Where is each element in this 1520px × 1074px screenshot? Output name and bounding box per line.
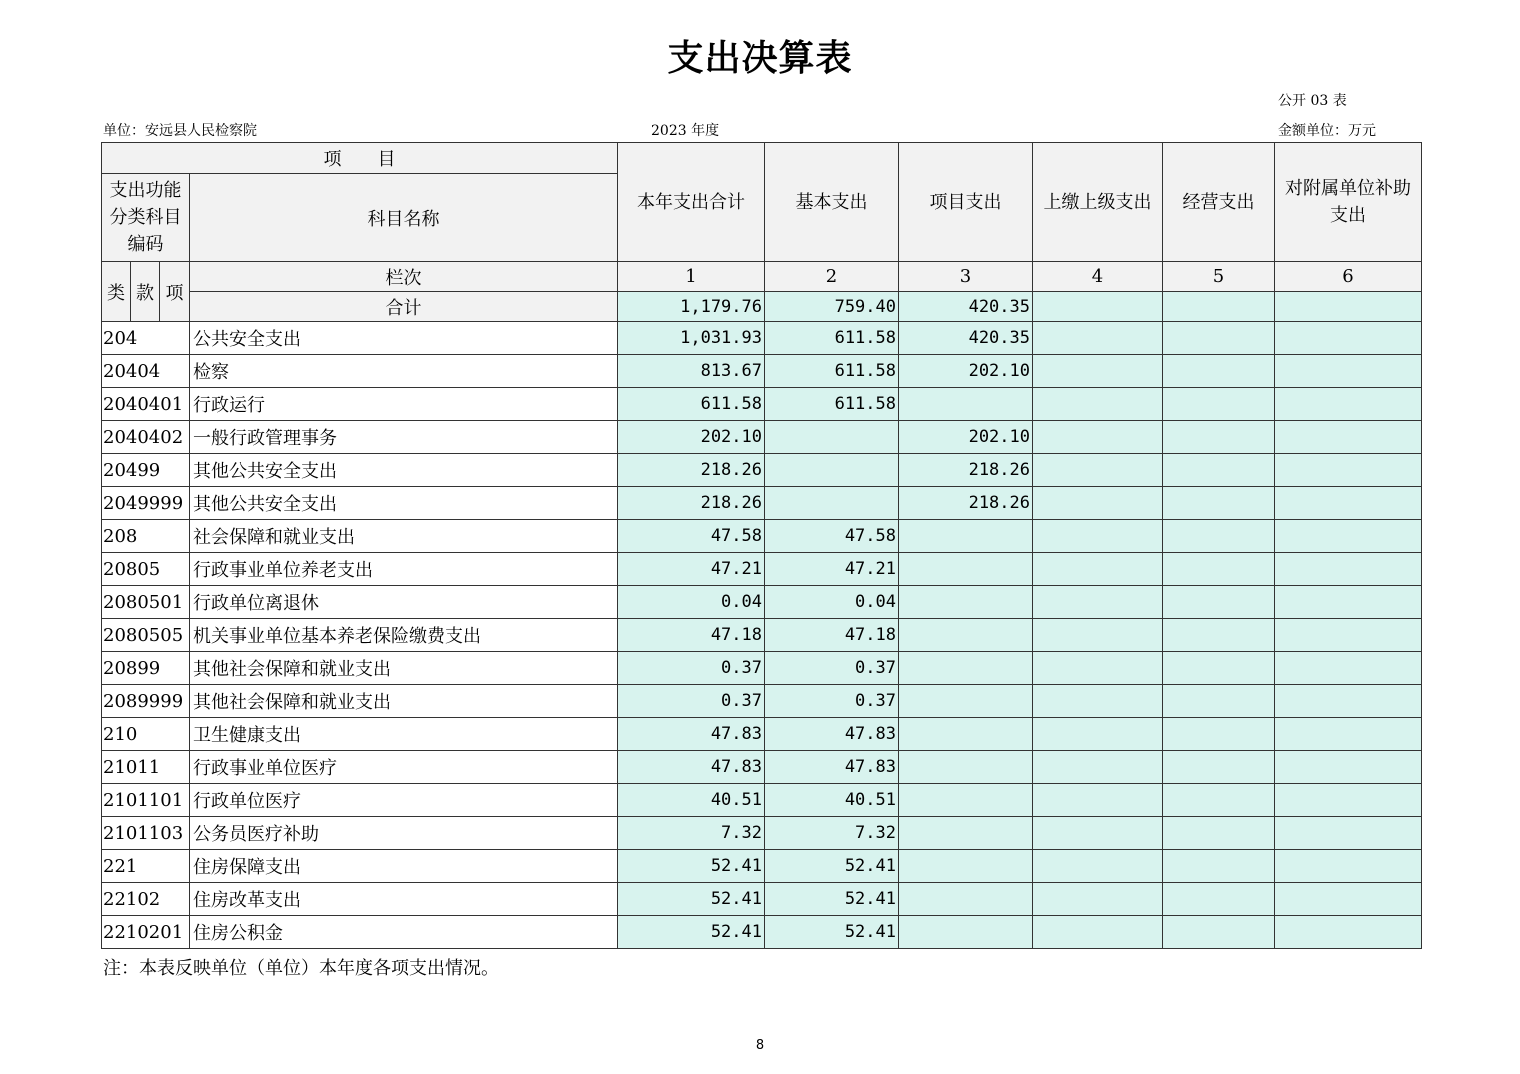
row-value	[765, 487, 899, 520]
row-value	[1033, 685, 1163, 718]
row-code: 22102	[102, 883, 190, 916]
row-code: 2089999	[102, 685, 190, 718]
row-value	[1275, 685, 1422, 718]
row-code: 2080501	[102, 586, 190, 619]
row-code: 20899	[102, 652, 190, 685]
row-value	[1163, 322, 1275, 355]
row-value: 218.26	[899, 487, 1033, 520]
col-number: 1	[618, 262, 765, 292]
row-value: 0.37	[618, 652, 765, 685]
table-row	[102, 454, 1422, 487]
row-value	[1163, 718, 1275, 751]
row-value	[1275, 454, 1422, 487]
table-row	[102, 685, 1422, 718]
row-value: 47.21	[618, 553, 765, 586]
footnote: 注：本表反映单位（单位）本年度各项支出情况。	[103, 958, 499, 979]
row-code: 20404	[102, 355, 190, 388]
row-name: 其他公共安全支出	[190, 487, 618, 520]
header-lanci: 栏次	[190, 262, 618, 292]
table-row	[102, 388, 1422, 421]
row-value	[1033, 520, 1163, 553]
row-value	[1163, 454, 1275, 487]
header-kuan: 款	[131, 262, 160, 322]
unit-name: 单位：安远县人民检察院	[103, 123, 257, 139]
row-code: 210	[102, 718, 190, 751]
row-value: 52.41	[618, 850, 765, 883]
row-value	[1033, 586, 1163, 619]
header-col-total: 本年支出合计	[618, 143, 765, 262]
expenditure-table	[101, 142, 1422, 949]
row-name: 机关事业单位基本养老保险缴费支出	[190, 619, 618, 652]
row-value: 52.41	[765, 883, 899, 916]
row-value	[899, 586, 1033, 619]
row-code: 2040402	[102, 421, 190, 454]
row-value: 47.83	[765, 751, 899, 784]
row-value: 218.26	[618, 454, 765, 487]
row-value: 218.26	[899, 454, 1033, 487]
header-col-subsidy: 对附属单位补助支出	[1275, 143, 1422, 262]
header-row-lanci	[102, 262, 1422, 292]
row-value: 40.51	[765, 784, 899, 817]
table-row	[102, 883, 1422, 916]
row-value: 1,031.93	[618, 322, 765, 355]
header-col-basic: 基本支出	[765, 143, 899, 262]
row-value	[899, 388, 1033, 421]
table-row	[102, 718, 1422, 751]
table-row	[102, 586, 1422, 619]
page-number: 8	[755, 1038, 765, 1053]
row-value	[1033, 916, 1163, 949]
row-code: 21011	[102, 751, 190, 784]
row-value	[1033, 751, 1163, 784]
header-item: 项 目	[102, 143, 618, 174]
row-value	[899, 883, 1033, 916]
row-value: 813.67	[618, 355, 765, 388]
row-name: 检察	[190, 355, 618, 388]
row-name: 住房公积金	[190, 916, 618, 949]
row-value: 202.10	[899, 355, 1033, 388]
row-name: 公务员医疗补助	[190, 817, 618, 850]
row-name: 行政事业单位医疗	[190, 751, 618, 784]
header-col-business: 经营支出	[1163, 143, 1275, 262]
row-value	[899, 619, 1033, 652]
row-value	[1163, 685, 1275, 718]
row-value	[1033, 487, 1163, 520]
table-row	[102, 355, 1422, 388]
row-value	[1033, 388, 1163, 421]
row-value	[1033, 718, 1163, 751]
row-value: 611.58	[618, 388, 765, 421]
row-value	[899, 685, 1033, 718]
row-value: 7.32	[618, 817, 765, 850]
row-value	[1163, 586, 1275, 619]
row-value	[1275, 520, 1422, 553]
row-value: 611.58	[765, 355, 899, 388]
table-row	[102, 652, 1422, 685]
table-row	[102, 520, 1422, 553]
row-value: 47.18	[618, 619, 765, 652]
row-name: 其他社会保障和就业支出	[190, 652, 618, 685]
total-value: 420.35	[899, 292, 1033, 322]
row-name: 社会保障和就业支出	[190, 520, 618, 553]
row-value	[899, 916, 1033, 949]
row-value	[1033, 883, 1163, 916]
row-code: 204	[102, 322, 190, 355]
row-value	[1033, 784, 1163, 817]
row-name: 一般行政管理事务	[190, 421, 618, 454]
col-number: 5	[1163, 262, 1275, 292]
row-value	[899, 751, 1033, 784]
row-value	[1275, 784, 1422, 817]
row-value	[1163, 421, 1275, 454]
row-value	[1275, 718, 1422, 751]
fiscal-year: 2023 年度	[651, 123, 720, 139]
row-value	[899, 652, 1033, 685]
row-value: 202.10	[618, 421, 765, 454]
row-value	[1033, 322, 1163, 355]
table-row	[102, 421, 1422, 454]
row-value	[1033, 817, 1163, 850]
row-value	[1163, 850, 1275, 883]
table-row	[102, 751, 1422, 784]
row-value	[1033, 553, 1163, 586]
header-name-label: 科目名称	[190, 174, 618, 262]
header-code-label: 支出功能分类科目编码	[102, 174, 190, 262]
row-value: 202.10	[899, 421, 1033, 454]
row-value	[899, 520, 1033, 553]
row-value	[1163, 388, 1275, 421]
table-row	[102, 850, 1422, 883]
row-value	[1275, 586, 1422, 619]
table-row	[102, 784, 1422, 817]
row-value	[1275, 751, 1422, 784]
table-row	[102, 916, 1422, 949]
row-value	[1275, 553, 1422, 586]
col-number: 4	[1033, 262, 1163, 292]
row-name: 住房保障支出	[190, 850, 618, 883]
row-value	[1033, 619, 1163, 652]
row-code: 2080505	[102, 619, 190, 652]
row-value: 52.41	[618, 883, 765, 916]
header-lei: 类	[102, 262, 131, 322]
table-row	[102, 817, 1422, 850]
table-row	[102, 322, 1422, 355]
row-value	[1163, 784, 1275, 817]
row-code: 2049999	[102, 487, 190, 520]
total-value: 759.40	[765, 292, 899, 322]
row-name: 其他社会保障和就业支出	[190, 685, 618, 718]
row-value	[1275, 916, 1422, 949]
table-row	[102, 553, 1422, 586]
row-name: 行政事业单位养老支出	[190, 553, 618, 586]
row-value	[1163, 487, 1275, 520]
row-value: 52.41	[765, 850, 899, 883]
row-code: 20499	[102, 454, 190, 487]
row-value	[1275, 388, 1422, 421]
row-code: 2040401	[102, 388, 190, 421]
row-value: 40.51	[618, 784, 765, 817]
row-value	[1033, 421, 1163, 454]
row-value	[1163, 355, 1275, 388]
row-value	[899, 850, 1033, 883]
row-value: 0.37	[765, 685, 899, 718]
table-row	[102, 619, 1422, 652]
col-number: 6	[1275, 262, 1422, 292]
row-value	[1163, 883, 1275, 916]
header-xiang: 项	[160, 262, 190, 322]
total-value: 1,179.76	[618, 292, 765, 322]
row-value: 218.26	[618, 487, 765, 520]
row-value: 0.37	[765, 652, 899, 685]
row-value	[1163, 520, 1275, 553]
row-value	[899, 718, 1033, 751]
row-value	[1275, 850, 1422, 883]
row-value	[1163, 916, 1275, 949]
row-value: 47.21	[765, 553, 899, 586]
total-value	[1163, 292, 1275, 322]
row-value	[1275, 619, 1422, 652]
row-name: 其他公共安全支出	[190, 454, 618, 487]
total-row	[102, 292, 1422, 322]
row-value	[1163, 619, 1275, 652]
row-value: 52.41	[618, 916, 765, 949]
row-value	[1275, 355, 1422, 388]
row-value: 47.83	[765, 718, 899, 751]
row-name: 行政运行	[190, 388, 618, 421]
row-value	[1275, 652, 1422, 685]
header-col-upper: 上缴上级支出	[1033, 143, 1163, 262]
row-value: 47.58	[618, 520, 765, 553]
col-number: 2	[765, 262, 899, 292]
row-value	[1275, 883, 1422, 916]
row-name: 住房改革支出	[190, 883, 618, 916]
row-value: 611.58	[765, 322, 899, 355]
row-value	[1275, 322, 1422, 355]
row-value	[1163, 652, 1275, 685]
form-number: 公开 03 表	[1278, 93, 1347, 109]
row-value: 47.83	[618, 718, 765, 751]
row-code: 2101101	[102, 784, 190, 817]
row-code: 208	[102, 520, 190, 553]
row-value	[899, 817, 1033, 850]
header-row-item	[102, 143, 1422, 174]
row-value	[1275, 817, 1422, 850]
page-title: 支出决算表	[667, 38, 853, 79]
row-value: 0.04	[618, 586, 765, 619]
row-value	[1033, 454, 1163, 487]
row-value: 47.83	[618, 751, 765, 784]
row-value	[899, 784, 1033, 817]
data-rows	[102, 322, 1422, 949]
row-value	[1033, 850, 1163, 883]
row-value: 7.32	[765, 817, 899, 850]
row-value	[1275, 487, 1422, 520]
row-value: 0.04	[765, 586, 899, 619]
row-value	[1163, 817, 1275, 850]
row-value	[899, 553, 1033, 586]
row-value: 52.41	[765, 916, 899, 949]
header-col-project: 项目支出	[899, 143, 1033, 262]
row-value: 47.18	[765, 619, 899, 652]
row-code: 2101103	[102, 817, 190, 850]
total-value	[1033, 292, 1163, 322]
row-name: 行政单位医疗	[190, 784, 618, 817]
row-value	[1163, 553, 1275, 586]
row-value	[765, 421, 899, 454]
row-code: 2210201	[102, 916, 190, 949]
row-value: 47.58	[765, 520, 899, 553]
row-name: 行政单位离退休	[190, 586, 618, 619]
row-value	[1275, 421, 1422, 454]
row-value	[1163, 751, 1275, 784]
total-value	[1275, 292, 1422, 322]
row-value	[765, 454, 899, 487]
row-name: 公共安全支出	[190, 322, 618, 355]
row-value: 420.35	[899, 322, 1033, 355]
row-value	[1033, 355, 1163, 388]
row-value: 0.37	[618, 685, 765, 718]
col-number: 3	[899, 262, 1033, 292]
row-value: 611.58	[765, 388, 899, 421]
row-code: 221	[102, 850, 190, 883]
row-name: 卫生健康支出	[190, 718, 618, 751]
table-row	[102, 487, 1422, 520]
money-unit: 金额单位：万元	[1278, 123, 1376, 139]
total-label: 合计	[190, 292, 618, 322]
row-value	[1033, 652, 1163, 685]
row-code: 20805	[102, 553, 190, 586]
